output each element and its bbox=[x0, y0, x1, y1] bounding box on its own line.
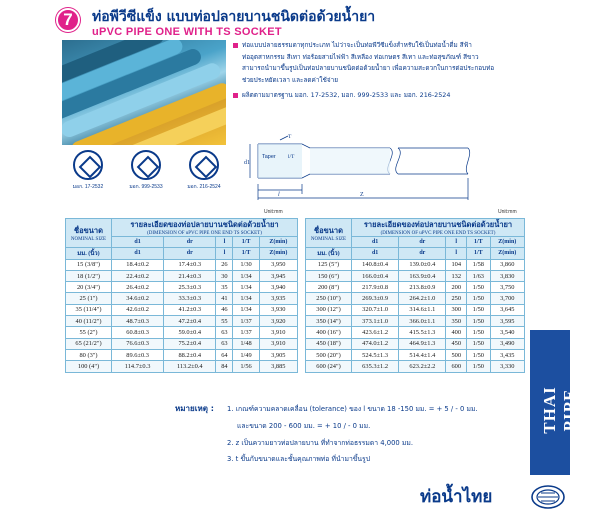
cell-l: 55 bbox=[216, 316, 233, 327]
cell-size: 450 (18") bbox=[306, 338, 352, 349]
col-z-header: Z(min) bbox=[259, 248, 297, 259]
cell-size: 20 (3/4") bbox=[66, 282, 112, 293]
cell-l: 63 bbox=[216, 338, 233, 349]
cell-t: 1/50 bbox=[467, 293, 491, 304]
cell-l: 84 bbox=[216, 361, 233, 372]
table-row bbox=[66, 270, 298, 281]
col-detail-header: รายละเอียดของท่อปลายบานชนิดต่อด้วยน้ำยา (DIMENSION OF uPVC PIPE ONE END TS SOCKET) bbox=[112, 219, 298, 237]
cell-z: 3,930 bbox=[259, 304, 297, 315]
cell-l: 41 bbox=[216, 293, 233, 304]
bullet-line: ผลิตตามมาตรฐาน มอก. 17-2532, มอก. 999-2533 และ มอก. 216-2524 bbox=[242, 91, 451, 99]
tisi-standard-icon bbox=[189, 150, 219, 180]
cell-t: 1/63 bbox=[467, 270, 491, 281]
col-z-header: Z(min) bbox=[490, 237, 524, 248]
tisi-standard-icon bbox=[73, 150, 103, 180]
cell-size: 15 (3/8") bbox=[66, 259, 112, 270]
cell-l: 63 bbox=[216, 327, 233, 338]
col-dr-header: dr bbox=[164, 237, 216, 248]
cell-size: 150 (6") bbox=[306, 270, 352, 281]
cell-l: 450 bbox=[446, 338, 467, 349]
col-size-header: ชื่อขนาด NOMINAL SIZE bbox=[66, 219, 112, 248]
cell-size: 100 (4") bbox=[66, 361, 112, 372]
col-z-header: Z(min) bbox=[490, 248, 524, 259]
cell-dr: 314.6±1.1 bbox=[399, 304, 446, 315]
label-l: l bbox=[278, 192, 280, 198]
cell-dr: 88.2±0.4 bbox=[164, 349, 216, 360]
table-row bbox=[66, 316, 298, 327]
cell-l: 46 bbox=[216, 304, 233, 315]
standard-logo bbox=[122, 150, 170, 196]
cell-dr: 366.0±1.1 bbox=[399, 316, 446, 327]
cell-z: 3,885 bbox=[259, 361, 297, 372]
cell-l: 30 bbox=[216, 270, 233, 281]
table-row bbox=[306, 270, 525, 281]
table-row bbox=[306, 282, 525, 293]
cell-dr: 623.2±2.2 bbox=[399, 361, 446, 372]
cell-t: 1/34 bbox=[233, 270, 259, 281]
cell-t: 1/30 bbox=[233, 259, 259, 270]
brand-side-text: THAI PIPE bbox=[540, 386, 579, 434]
col-size-unit: มม. (นิ้ว) bbox=[306, 248, 352, 259]
standard-caption: มอก. 999-2533 bbox=[129, 184, 163, 190]
cell-size: 600 (24") bbox=[306, 361, 352, 372]
cell-size: 18 (1/2") bbox=[66, 270, 112, 281]
note-item: 2. z เป็นความยาวท่อปลายบาน ที่ทำจากท่อธรรมดา 4,000 มม. bbox=[227, 439, 414, 447]
cell-l: 250 bbox=[446, 293, 467, 304]
cell-t: 1/58 bbox=[467, 259, 491, 270]
label-taper: Taper bbox=[262, 154, 276, 160]
cell-t: 1/48 bbox=[233, 338, 259, 349]
col-dr-header: dr bbox=[399, 248, 446, 259]
cell-dr: 47.2±0.4 bbox=[164, 316, 216, 327]
cell-l: 400 bbox=[446, 327, 467, 338]
pipe-dimension-diagram bbox=[240, 128, 512, 202]
cell-d1: 60.8±0.3 bbox=[112, 327, 164, 338]
cell-d1: 140.8±0.4 bbox=[352, 259, 399, 270]
cell-l: 104 bbox=[446, 259, 467, 270]
cell-z: 3,830 bbox=[490, 270, 524, 281]
table-row bbox=[66, 293, 298, 304]
cell-l: 350 bbox=[446, 316, 467, 327]
cell-d1: 22.4±0.2 bbox=[112, 270, 164, 281]
pipes-photo bbox=[62, 40, 226, 145]
cell-l: 600 bbox=[446, 361, 467, 372]
table-row bbox=[66, 349, 298, 360]
cell-z: 3,935 bbox=[259, 293, 297, 304]
cell-d1: 42.6±0.2 bbox=[112, 304, 164, 315]
cell-d1: 269.3±0.9 bbox=[352, 293, 399, 304]
col-l-header: l bbox=[216, 248, 233, 259]
cell-dr: 264.2±1.0 bbox=[399, 293, 446, 304]
cell-dr: 25.3±0.3 bbox=[164, 282, 216, 293]
note-item: 1. เกณฑ์ความคลาดเคลื่อน (tolerance) ของ l ขนาด 18 -150 มม. = + 5 / - 0 มม. bbox=[227, 405, 478, 413]
cell-d1: 635.3±1.2 bbox=[352, 361, 399, 372]
cell-t: 1/34 bbox=[233, 293, 259, 304]
table-row bbox=[306, 327, 525, 338]
page-title-english: uPVC PIPE ONE WITH TS SOCKET bbox=[92, 26, 282, 38]
cell-d1: 18.4±0.2 bbox=[112, 259, 164, 270]
cell-d1: 524.5±1.3 bbox=[352, 349, 399, 360]
cell-z: 3,910 bbox=[259, 338, 297, 349]
pipe-body-shade bbox=[310, 148, 390, 174]
section-number-badge: 7 bbox=[56, 8, 80, 32]
table-row bbox=[66, 361, 298, 372]
cell-d1: 217.9±0.8 bbox=[352, 282, 399, 293]
label-d1: d1 bbox=[244, 160, 250, 166]
cell-z: 3,945 bbox=[259, 270, 297, 281]
cell-z: 3,860 bbox=[490, 259, 524, 270]
table-row bbox=[306, 259, 525, 270]
cell-dr: 514.4±1.4 bbox=[399, 349, 446, 360]
cell-t: 1/34 bbox=[233, 282, 259, 293]
cell-size: 500 (20") bbox=[306, 349, 352, 360]
standard-logo bbox=[64, 150, 112, 196]
cell-t: 1/37 bbox=[233, 327, 259, 338]
col-dr-header: dr bbox=[399, 237, 446, 248]
cell-size: 55 (2") bbox=[66, 327, 112, 338]
cell-t: 1/37 bbox=[233, 316, 259, 327]
table-row bbox=[66, 304, 298, 315]
notes-heading: หมายเหตุ : bbox=[175, 404, 214, 413]
cell-z: 3,645 bbox=[490, 304, 524, 315]
brand-name-thai: ท่อน้ำไทย bbox=[420, 487, 493, 507]
cell-t: 1/50 bbox=[467, 349, 491, 360]
page-title-thai: ท่อพีวีซีแข็ง แบบท่อปลายบานชนิดต่อด้วยน้ำยา bbox=[92, 9, 376, 25]
label-t: T bbox=[288, 134, 292, 140]
cell-l: 300 bbox=[446, 304, 467, 315]
col-size-header: ชื่อขนาด NOMINAL SIZE bbox=[306, 219, 352, 248]
cell-dr: 41.2±0.3 bbox=[164, 304, 216, 315]
cell-z: 3,330 bbox=[490, 361, 524, 372]
col-d1-header: d1 bbox=[112, 248, 164, 259]
cell-z: 3,750 bbox=[490, 282, 524, 293]
cell-z: 3,490 bbox=[490, 338, 524, 349]
cell-dr: 163.9±0.4 bbox=[399, 270, 446, 281]
cell-dr: 213.8±0.9 bbox=[399, 282, 446, 293]
table-row bbox=[306, 293, 525, 304]
cell-d1: 320.7±1.0 bbox=[352, 304, 399, 315]
cell-d1: 76.6±0.3 bbox=[112, 338, 164, 349]
cell-dr: 59.0±0.4 bbox=[164, 327, 216, 338]
table-row bbox=[306, 338, 525, 349]
col-l-header: l bbox=[216, 237, 233, 248]
cell-size: 300 (12") bbox=[306, 304, 352, 315]
cell-size: 80 (3") bbox=[66, 349, 112, 360]
cell-dr: 464.9±1.3 bbox=[399, 338, 446, 349]
cell-l: 26 bbox=[216, 259, 233, 270]
table-row bbox=[306, 304, 525, 315]
table-row bbox=[66, 338, 298, 349]
cell-d1: 34.6±0.2 bbox=[112, 293, 164, 304]
bullet-item bbox=[232, 90, 512, 102]
cell-t: 1/50 bbox=[467, 327, 491, 338]
cell-z: 3,920 bbox=[259, 316, 297, 327]
cell-z: 3,940 bbox=[259, 282, 297, 293]
label-lt: l/T bbox=[288, 154, 295, 160]
table-row bbox=[306, 361, 525, 372]
cell-dr: 113.2±0.4 bbox=[164, 361, 216, 372]
cell-t: 1/56 bbox=[233, 361, 259, 372]
cell-d1: 114.7±0.3 bbox=[112, 361, 164, 372]
cell-size: 400 (16") bbox=[306, 327, 352, 338]
cell-t: 1/50 bbox=[467, 338, 491, 349]
col-d1-header: d1 bbox=[112, 237, 164, 248]
cell-z: 3,435 bbox=[490, 349, 524, 360]
label-z: Z bbox=[360, 192, 364, 198]
cell-d1: 474.0±1.2 bbox=[352, 338, 399, 349]
cell-l: 35 bbox=[216, 282, 233, 293]
cell-t: 1/50 bbox=[467, 282, 491, 293]
note-item: และขนาด 200 - 600 มม. = + 10 / - 0 มม. bbox=[237, 422, 371, 430]
cell-t: 1/49 bbox=[233, 349, 259, 360]
col-t-header: 1/T bbox=[467, 237, 491, 248]
cell-d1: 166.0±0.4 bbox=[352, 270, 399, 281]
cell-z: 3,910 bbox=[259, 327, 297, 338]
cell-z: 3,595 bbox=[490, 316, 524, 327]
cell-t: 1/50 bbox=[467, 316, 491, 327]
note-item: 3. t ขึ้นกับขนาดและชั้นคุณภาพท่อ ที่นำมาขึ้นรูป bbox=[227, 455, 371, 463]
standard-caption: มอก. 17-2532 bbox=[72, 184, 104, 190]
cell-size: 350 (14") bbox=[306, 316, 352, 327]
cell-dr: 33.3±0.3 bbox=[164, 293, 216, 304]
cell-size: 35 (11/4") bbox=[66, 304, 112, 315]
col-d1-header: d1 bbox=[352, 237, 399, 248]
cell-d1: 373.1±1.0 bbox=[352, 316, 399, 327]
cell-size: 65 (21/2") bbox=[66, 338, 112, 349]
col-t-header: 1/T bbox=[233, 248, 259, 259]
cell-l: 64 bbox=[216, 349, 233, 360]
cell-l: 132 bbox=[446, 270, 467, 281]
col-d1-header: d1 bbox=[352, 248, 399, 259]
table-row bbox=[66, 327, 298, 338]
cell-z: 3,905 bbox=[259, 349, 297, 360]
unit-label-left: Unit:mm bbox=[264, 209, 283, 215]
standard-logo bbox=[180, 150, 228, 196]
cell-z: 3,540 bbox=[490, 327, 524, 338]
col-detail-header: รายละเอียดของท่อปลายบานชนิดต่อด้วยน้ำยา (DIMENSION OF uPVC PIPE ONE END TS SOCKET) bbox=[352, 219, 525, 237]
cell-t: 1/50 bbox=[467, 361, 491, 372]
table-row bbox=[306, 349, 525, 360]
cell-dr: 21.4±0.3 bbox=[164, 270, 216, 281]
col-l-header: l bbox=[446, 237, 467, 248]
cell-z: 3,700 bbox=[490, 293, 524, 304]
cell-dr: 139.0±0.4 bbox=[399, 259, 446, 270]
cell-l: 200 bbox=[446, 282, 467, 293]
cell-t: 1/50 bbox=[467, 304, 491, 315]
cell-dr: 415.5±1.3 bbox=[399, 327, 446, 338]
spec-table-left bbox=[65, 218, 298, 373]
cell-l: 500 bbox=[446, 349, 467, 360]
col-t-header: 1/T bbox=[467, 248, 491, 259]
col-dr-header: dr bbox=[164, 248, 216, 259]
cell-d1: 423.6±1.2 bbox=[352, 327, 399, 338]
description-bullets bbox=[232, 40, 512, 106]
cell-d1: 48.7±0.3 bbox=[112, 316, 164, 327]
cell-size: 25 (1") bbox=[66, 293, 112, 304]
table-row bbox=[66, 282, 298, 293]
tisi-standard-icon bbox=[131, 150, 161, 180]
col-size-unit: มม. (นิ้ว) bbox=[66, 248, 112, 259]
cell-z: 3,950 bbox=[259, 259, 297, 270]
col-t-header: 1/T bbox=[233, 237, 259, 248]
cell-d1: 26.4±0.2 bbox=[112, 282, 164, 293]
spec-table-right bbox=[305, 218, 525, 373]
col-l-header: l bbox=[446, 248, 467, 259]
unit-label-right: Unit:mm bbox=[498, 209, 517, 215]
standard-logos bbox=[64, 150, 228, 196]
thai-pipe-logo-icon bbox=[530, 484, 566, 510]
cell-size: 250 (10") bbox=[306, 293, 352, 304]
table-row bbox=[306, 316, 525, 327]
bullet-line: สามารถนำมาขึ้นรูปเป็นท่อปลายบานชนิดต่อด้วยน้ำยา เพื่อความสะดวกในการต่อประกอบท่อ bbox=[242, 64, 495, 72]
standard-caption: มอก. 216-2524 bbox=[187, 184, 221, 190]
bullet-item bbox=[232, 40, 512, 86]
cell-d1: 89.6±0.3 bbox=[112, 349, 164, 360]
cell-dr: 75.2±0.4 bbox=[164, 338, 216, 349]
cell-size: 125 (5") bbox=[306, 259, 352, 270]
bullet-line: ท่ออุตสาหกรรม สีเทา ท่อร้อยสายไฟฟ้า สีเหลือง ท่อเกษตร สีเทา และท่อสุขภัณฑ์ สีขาว bbox=[242, 52, 479, 61]
col-z-header: Z(min) bbox=[259, 237, 297, 248]
cell-size: 40 (11/2") bbox=[66, 316, 112, 327]
socket-shade bbox=[258, 144, 302, 178]
cell-dr: 17.4±0.3 bbox=[164, 259, 216, 270]
bullet-line: ท่อแบบปลายธรรมดาทุกประเภท ไม่ว่าจะเป็นท่อพีวีซีแข็งสำหรับใช้เป็นท่อน้ำดื่ม สีฟ้า bbox=[242, 41, 472, 49]
cell-t: 1/34 bbox=[233, 304, 259, 315]
bullet-line: ช่วยประหยัดเวลา และลดค่าใช้จ่าย bbox=[242, 75, 338, 84]
table-row bbox=[66, 259, 298, 270]
cell-size: 200 (8") bbox=[306, 282, 352, 293]
